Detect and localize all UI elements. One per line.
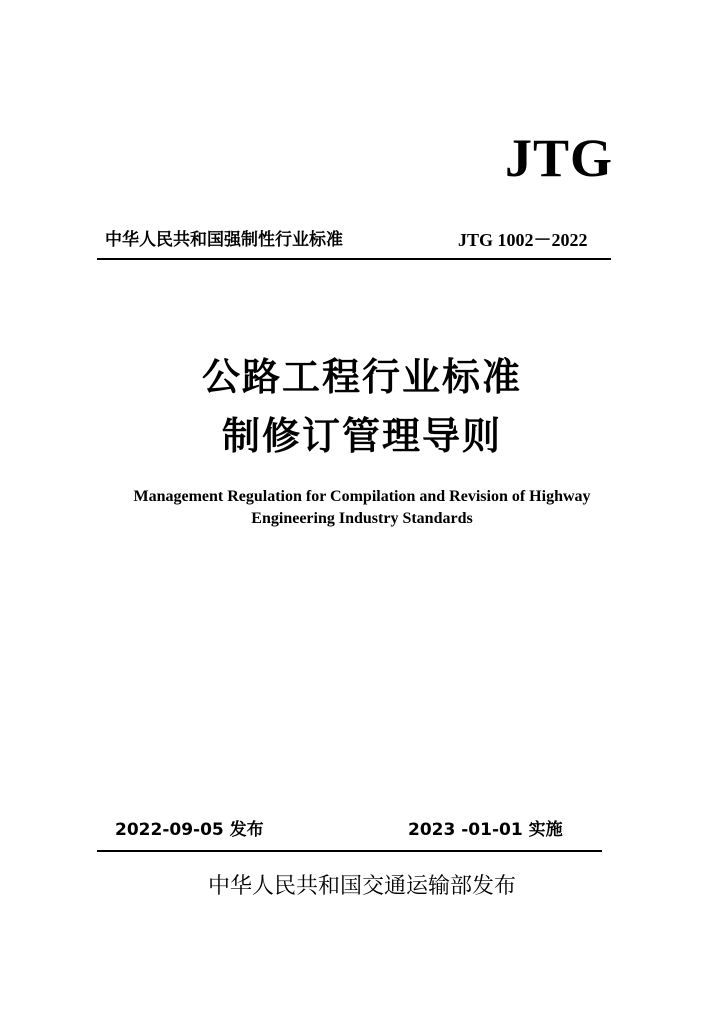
standard-code: JTG 1002－2022	[458, 230, 588, 250]
top-divider	[97, 258, 611, 260]
title-chinese-line-1: 公路工程行业标准	[201, 355, 522, 399]
publisher: 中华人民共和国交通运输部发布	[207, 874, 516, 899]
jtg-logo: JTG	[505, 128, 614, 188]
implementation-date: 2023 -01-01 实施	[408, 820, 563, 840]
title-chinese-line-2: 制修订管理导则	[221, 414, 502, 458]
issue-date: 2022-09-05 发布	[115, 820, 264, 840]
bottom-divider	[97, 850, 602, 852]
title-english-line-1: Management Regulation for Compilation and Revision of Highway	[133, 488, 591, 505]
standard-type: 中华人民共和国强制性行业标准	[105, 230, 343, 250]
title-english-line-2: Engineering Industry Standards	[251, 510, 473, 527]
